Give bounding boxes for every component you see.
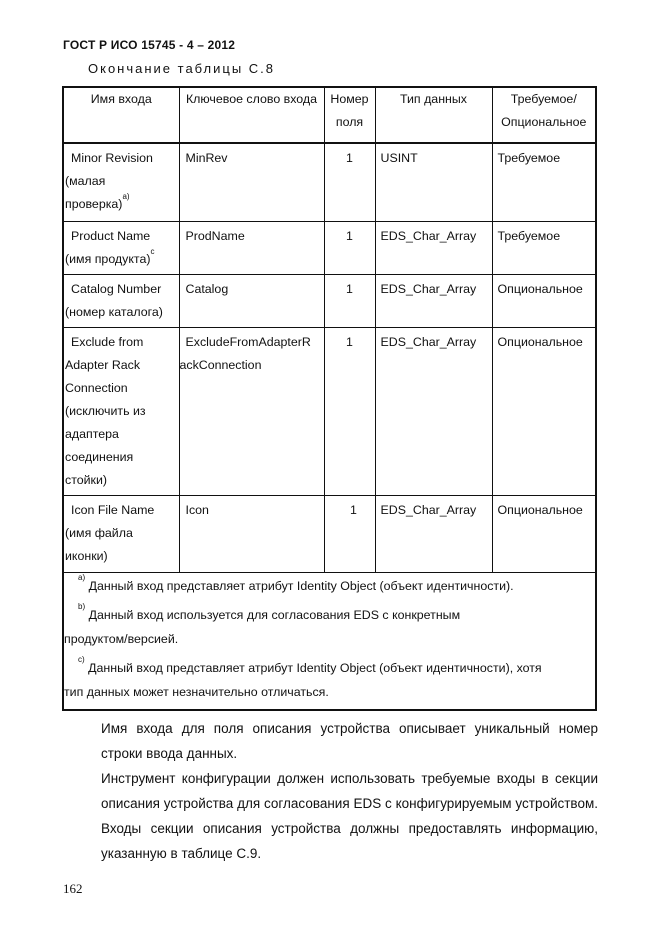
footnote-a: $^{a)}$ Данный вход представляет атрибут Identity Object (объект идентичности). xyxy=(78,572,514,593)
table-row xyxy=(63,274,596,327)
table-notes xyxy=(63,572,596,710)
required-cell: Требуемое xyxy=(492,143,596,221)
header-cell: Номер поля xyxy=(324,87,375,143)
keyword-cell: Icon xyxy=(179,495,324,572)
standard-designation: ГОСТ Р ИСО 15745 - 4 – 2012 xyxy=(63,38,236,52)
required-cell: Опциональное xyxy=(492,274,596,327)
input-name-cell: Catalog Number (номер каталога) xyxy=(63,274,179,327)
field-number-cell: 1 xyxy=(324,221,375,274)
input-name-cell: Product Name (имя продукта)$^c$ xyxy=(63,221,179,274)
data-type-cell: EDS_Char_Array xyxy=(375,221,492,274)
data-type-cell: EDS_Char_Array xyxy=(375,327,492,495)
keyword-cell: Catalog xyxy=(179,274,324,327)
keyword-cell: ProdName xyxy=(179,221,324,274)
table-row xyxy=(63,143,596,221)
footnote-c: $^{c)}$ Данный вход представляет атрибут Identity Object (объект идентичности), хотя тип данных может незначительно отличаться. xyxy=(64,654,542,699)
body-paragraph: Имя входа для поля описания устройства описывает уникальный номер строки ввода данных. xyxy=(101,721,598,761)
data-type-cell: EDS_Char_Array xyxy=(375,274,492,327)
body-paragraph: Инструмент конфигурации должен использовать требуемые входы в секции описания устройства для согласования EDS с конфигурируемым устройством. Входы секции описания устройства должны предоставлять информацию, указанную в таблице С.9. xyxy=(101,771,598,861)
header-cell: Имя входа xyxy=(63,87,179,143)
input-name-cell: Icon File Name (имя файла иконки) xyxy=(63,495,179,572)
table-row xyxy=(63,221,596,274)
header-cell: Ключевое слово входа xyxy=(179,87,324,143)
input-name-cell: Exclude from Adapter Rack Connection (исключить из адаптера соединения стойки) xyxy=(63,327,179,495)
input-name-cell: Minor Revision (малая проверка)$^{a)}$ xyxy=(63,143,179,221)
field-number-cell: 1 xyxy=(324,495,375,572)
field-number-cell: 1 xyxy=(324,274,375,327)
header-cell: Требуемое/ Опциональное xyxy=(492,87,596,143)
data-type-cell: EDS_Char_Array xyxy=(375,495,492,572)
keyword-cell: ExcludeFromAdapterR ackConnection xyxy=(179,327,324,495)
keyword-cell: MinRev xyxy=(179,143,324,221)
required-cell: Опциональное xyxy=(492,495,596,572)
required-cell: Опциональное xyxy=(492,327,596,495)
data-type-cell: USINT xyxy=(375,143,492,221)
field-number-cell: 1 xyxy=(324,327,375,495)
data-table xyxy=(62,86,597,711)
field-number-cell: 1 xyxy=(324,143,375,221)
table-header-row xyxy=(63,87,596,143)
table-row xyxy=(63,495,596,572)
page-number: 162 xyxy=(63,881,83,896)
table-caption: Окончание таблицы С.8 xyxy=(88,61,276,76)
required-cell: Требуемое xyxy=(492,221,596,274)
table-notes-row xyxy=(63,572,596,710)
header-cell: Тип данных xyxy=(375,87,492,143)
footnote-b: $^{b)}$ Данный вход используется для согласования EDS с конкретным продуктом/версией. xyxy=(64,601,461,646)
table-row xyxy=(63,327,596,495)
